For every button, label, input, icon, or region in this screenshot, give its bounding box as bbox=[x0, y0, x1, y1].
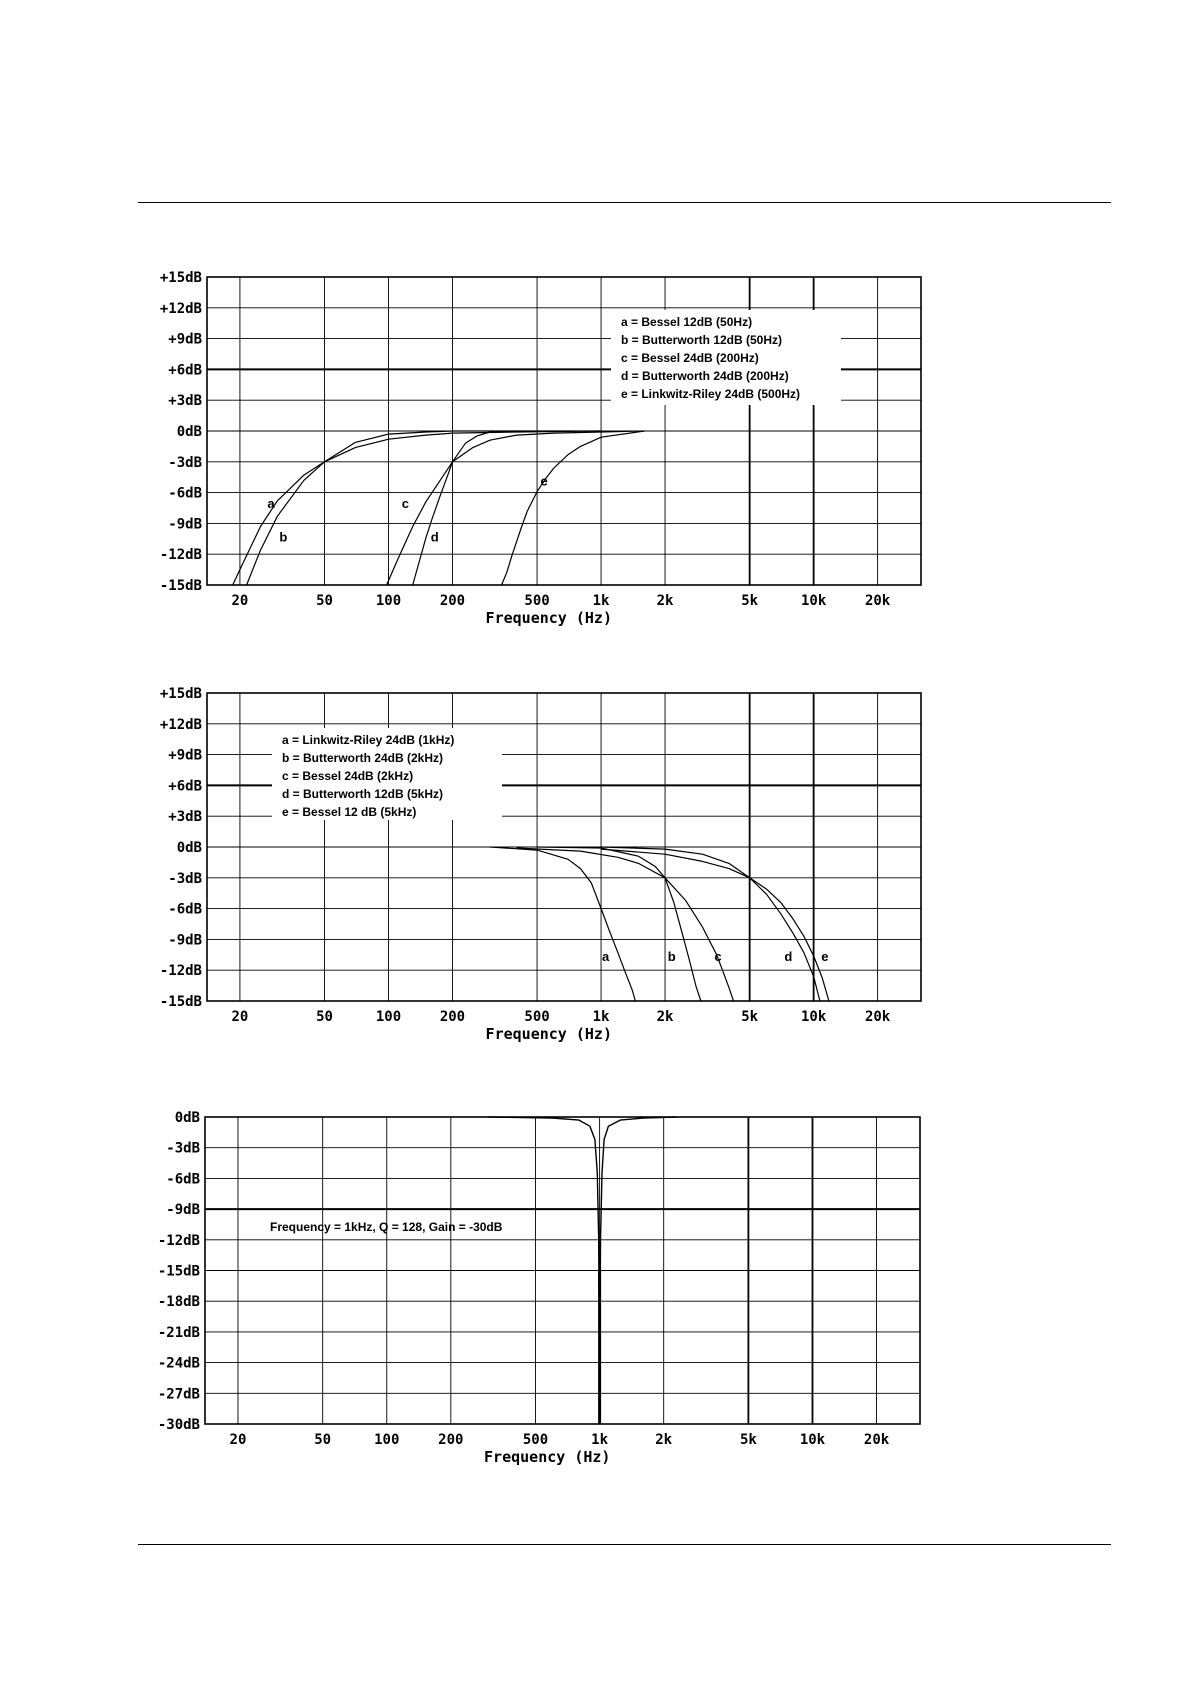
x-tick-label: 2k bbox=[656, 1009, 674, 1025]
y-tick-label: 0dB bbox=[176, 840, 202, 856]
y-tick-label: +15dB bbox=[159, 686, 202, 702]
y-tick-label: -6dB bbox=[168, 485, 202, 502]
x-tick-label: 1k bbox=[592, 1009, 610, 1025]
y-tick-label: -27dB bbox=[157, 1386, 200, 1403]
y-tick-label: +12dB bbox=[159, 300, 202, 317]
legend-entry: b = Butterworth 24dB (2kHz) bbox=[282, 751, 444, 765]
y-tick-label: +9dB bbox=[168, 331, 202, 348]
y-tick-label: +3dB bbox=[168, 809, 202, 826]
legend-entry: c = Bessel 24dB (200Hz) bbox=[621, 351, 759, 365]
curve-label: d bbox=[430, 529, 439, 545]
curve-label: e bbox=[540, 473, 548, 489]
y-tick-label: 0dB bbox=[176, 424, 202, 440]
x-tick-label: 500 bbox=[522, 1432, 549, 1448]
x-axis-title: Frequency (Hz) bbox=[485, 609, 612, 627]
y-tick-label: +9dB bbox=[168, 747, 202, 764]
x-tick-label: 50 bbox=[314, 1432, 332, 1448]
x-axis-title: Frequency (Hz) bbox=[484, 1448, 611, 1466]
x-tick-label: 2k bbox=[656, 593, 674, 609]
x-tick-label: 20k bbox=[864, 1009, 891, 1025]
y-tick-label: -9dB bbox=[168, 516, 202, 533]
legend-entry: e = Linkwitz-Riley 24dB (500Hz) bbox=[621, 387, 801, 401]
y-tick-label: -3dB bbox=[166, 1140, 200, 1157]
y-tick-label: -9dB bbox=[166, 1202, 200, 1219]
curve-label: b bbox=[667, 948, 676, 964]
y-tick-label: -15dB bbox=[159, 578, 202, 594]
y-tick-label: -21dB bbox=[157, 1324, 200, 1341]
y-tick-label: -3dB bbox=[168, 454, 202, 471]
legend-entry: d = Butterworth 12dB (5kHz) bbox=[282, 787, 444, 801]
curve-label: e bbox=[821, 948, 829, 964]
chart-annotation: Frequency = 1kHz, Q = 128, Gain = -30dB bbox=[270, 1220, 503, 1234]
y-tick-label: -6dB bbox=[166, 1171, 200, 1188]
y-tick-label: -12dB bbox=[159, 963, 202, 980]
y-tick-label: -24dB bbox=[157, 1355, 200, 1372]
y-tick-label: +3dB bbox=[168, 393, 202, 410]
x-tick-label: 200 bbox=[438, 1432, 464, 1448]
legend-entry: d = Butterworth 24dB (200Hz) bbox=[621, 369, 789, 383]
legend-entry: a = Linkwitz-Riley 24dB (1kHz) bbox=[282, 733, 455, 747]
curve-label: a bbox=[267, 495, 275, 511]
x-tick-label: 100 bbox=[375, 1009, 402, 1025]
x-tick-label: 1k bbox=[591, 1432, 609, 1448]
x-tick-label: 5k bbox=[739, 1432, 757, 1448]
curve-label: a bbox=[601, 948, 610, 964]
bottom-rule bbox=[138, 1544, 1111, 1545]
x-tick-label: 1k bbox=[592, 593, 610, 609]
x-tick-label: 5k bbox=[741, 593, 759, 609]
y-tick-label: -6dB bbox=[168, 901, 202, 918]
curve-label: c bbox=[401, 495, 409, 511]
curve-label: c bbox=[714, 948, 722, 964]
x-tick-label: 20 bbox=[231, 593, 249, 609]
x-tick-label: 100 bbox=[374, 1432, 400, 1448]
y-tick-label: -15dB bbox=[159, 994, 202, 1010]
y-tick-label: -3dB bbox=[168, 870, 202, 887]
x-tick-label: 10k bbox=[800, 593, 827, 609]
y-tick-label: +6dB bbox=[168, 778, 202, 795]
x-tick-label: 20k bbox=[864, 593, 891, 609]
y-tick-label: 0dB bbox=[174, 1110, 200, 1126]
x-tick-label: 500 bbox=[524, 593, 550, 609]
y-tick-label: +15dB bbox=[159, 270, 202, 286]
x-tick-label: 50 bbox=[316, 593, 333, 609]
y-tick-label: -30dB bbox=[157, 1417, 200, 1433]
y-tick-label: -18dB bbox=[157, 1294, 200, 1311]
x-axis-title: Frequency (Hz) bbox=[485, 1025, 612, 1043]
legend-entry: b = Butterworth 12dB (50Hz) bbox=[621, 333, 783, 347]
legend-entry: c = Bessel 24dB (2kHz) bbox=[282, 769, 414, 783]
x-tick-label: 20 bbox=[231, 1009, 249, 1025]
curve-label: b bbox=[279, 529, 288, 545]
x-tick-label: 200 bbox=[439, 1009, 466, 1025]
x-tick-label: 5k bbox=[741, 1009, 759, 1025]
legend-entry: e = Bessel 12 dB (5kHz) bbox=[282, 805, 417, 819]
x-tick-label: 100 bbox=[375, 593, 402, 609]
legend-entry: a = Bessel 12dB (50Hz) bbox=[621, 315, 753, 329]
x-tick-label: 50 bbox=[316, 1009, 333, 1025]
x-tick-label: 2k bbox=[655, 1432, 673, 1448]
x-tick-label: 200 bbox=[439, 593, 466, 609]
y-tick-label: -12dB bbox=[157, 1232, 200, 1249]
x-tick-label: 20k bbox=[863, 1432, 890, 1448]
x-tick-label: 20 bbox=[229, 1432, 247, 1448]
y-tick-label: +6dB bbox=[168, 362, 202, 379]
x-tick-label: 500 bbox=[524, 1009, 550, 1025]
y-tick-label: -9dB bbox=[168, 932, 202, 949]
y-tick-label: +12dB bbox=[159, 716, 202, 733]
y-tick-label: -12dB bbox=[159, 547, 202, 564]
x-tick-label: 10k bbox=[799, 1432, 826, 1448]
y-tick-label: -15dB bbox=[157, 1263, 200, 1280]
x-tick-label: 10k bbox=[800, 1009, 827, 1025]
curve-label: d bbox=[784, 948, 793, 964]
